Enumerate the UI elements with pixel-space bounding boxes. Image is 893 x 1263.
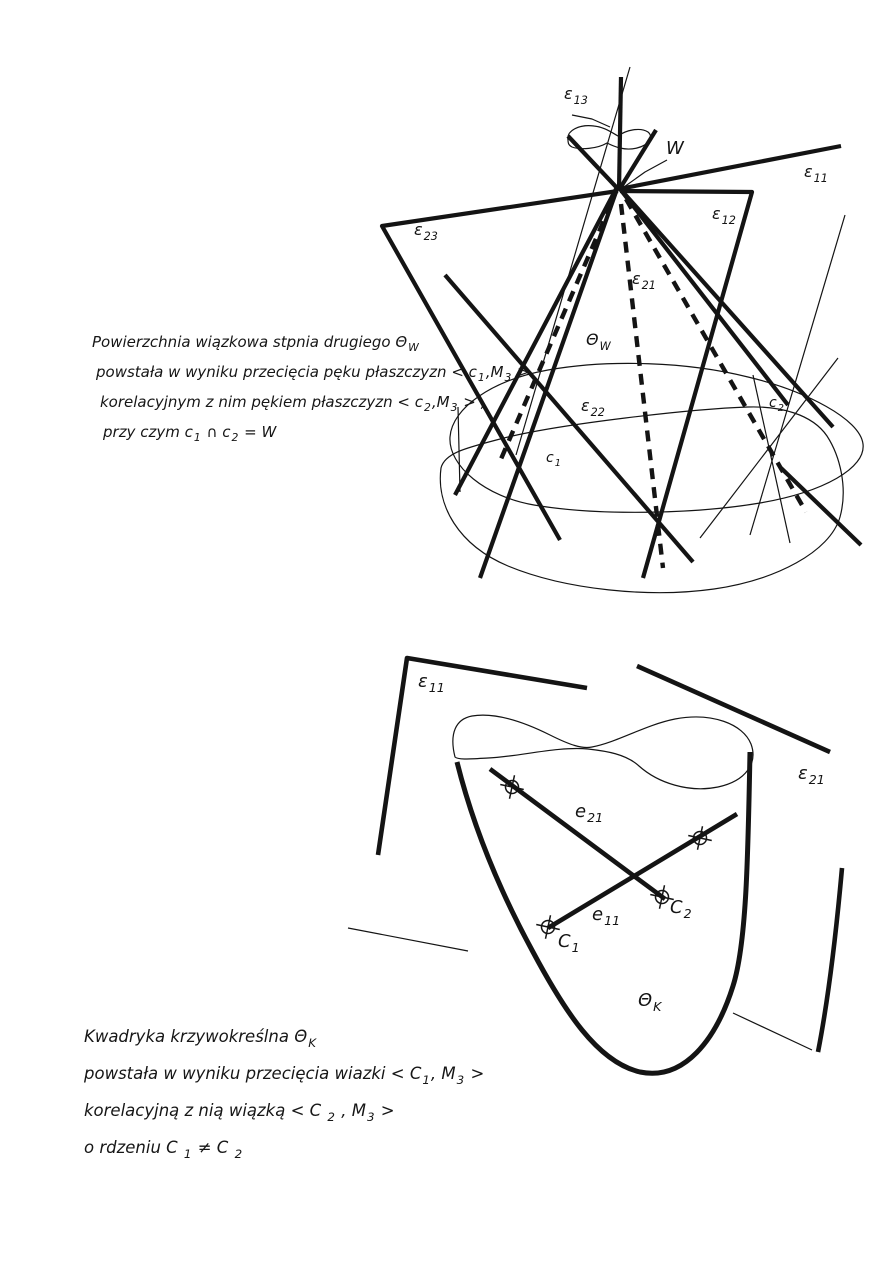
caption-line: Powierzchnia wiązkowa stpnia drugiego $\Theta_W$	[92, 333, 419, 355]
fig1-c2-core-line-lower	[781, 468, 861, 545]
fig1-label-eps12: $\varepsilon_{12}$	[712, 204, 736, 227]
fig1-label-c2: $c_2$	[769, 395, 784, 415]
fig2-thin-line-bottom-left	[348, 928, 468, 951]
fig2-label-c2: $C_2$	[670, 897, 692, 922]
figure2-caption	[84, 1019, 484, 1167]
fig1-c2-core-line-b	[623, 192, 833, 427]
caption-line: korelacyjną z nią wiązką < C $_2$ , $M_3$ >	[84, 1101, 395, 1124]
fig1-upper-cone-left-edge	[568, 136, 619, 190]
fig2-label-theta-k: $\Theta_K$	[638, 990, 662, 1015]
fig1-label-c1: $c_1$	[546, 450, 561, 470]
fig1-label-w: W	[666, 138, 684, 159]
fig2-right-plane-edge	[818, 868, 842, 1052]
fig2-eps21-plane-line	[637, 666, 830, 752]
fig1-label-eps13: $\varepsilon_{13}$	[564, 84, 588, 107]
fig1-c2-core-line-a	[620, 189, 788, 405]
caption-line: o rdzeniu C $_1$ ≠ C $_2$	[84, 1138, 243, 1161]
fig2-thick-lines	[378, 658, 842, 1073]
fig2-label-e21: $e_{21}$	[575, 801, 604, 826]
fig1-label-theta-w: $\Theta_W$	[586, 330, 611, 353]
fig2-thin-lines	[348, 715, 812, 1050]
fig1-dashed-element-right	[626, 199, 806, 512]
fig2-label-c1: $C_1$	[558, 931, 580, 956]
fig1-label-eps11: $\varepsilon_{11}$	[804, 162, 828, 185]
fig2-eps11-plane-outline	[378, 658, 587, 855]
fig1-thin-line-left	[516, 67, 630, 455]
caption-line: korelacyjnym z nim pękiem płaszczyzn < $c_2,M_3$ > ,	[100, 393, 486, 415]
caption-line: Kwadryka krzywokreślna $\Theta_K$	[84, 1027, 316, 1050]
fig2-label-eps21: $\varepsilon_{21}$	[798, 763, 825, 788]
fig1-label-eps22: $\varepsilon_{22}$	[581, 396, 605, 419]
fig2-label-e11: $e_{11}$	[592, 904, 621, 929]
fig1-label-eps23: $\varepsilon_{23}$	[414, 220, 438, 243]
figure2-drawing	[348, 658, 842, 1073]
fig2-label-eps11: $\varepsilon_{11}$	[418, 671, 445, 696]
fig1-label-eps21: $\varepsilon_{21}$	[632, 269, 656, 292]
fig1-axis-vertical-line	[619, 77, 621, 190]
fig2-leader-right	[733, 1013, 812, 1050]
caption-line: powstała w wyniku przecięcia pęku płaszczyzn < $c_1,M_3$ >	[96, 363, 530, 385]
figure1-caption	[92, 328, 530, 448]
fig1-dashed-element-middle	[621, 204, 663, 568]
caption-line: przy czym $c_1$ ∩ $c_2 = W$	[103, 423, 277, 445]
caption-line: powstała w wyniku przecięcia wiazki < $C_1$, $M_3$ >	[84, 1064, 485, 1087]
